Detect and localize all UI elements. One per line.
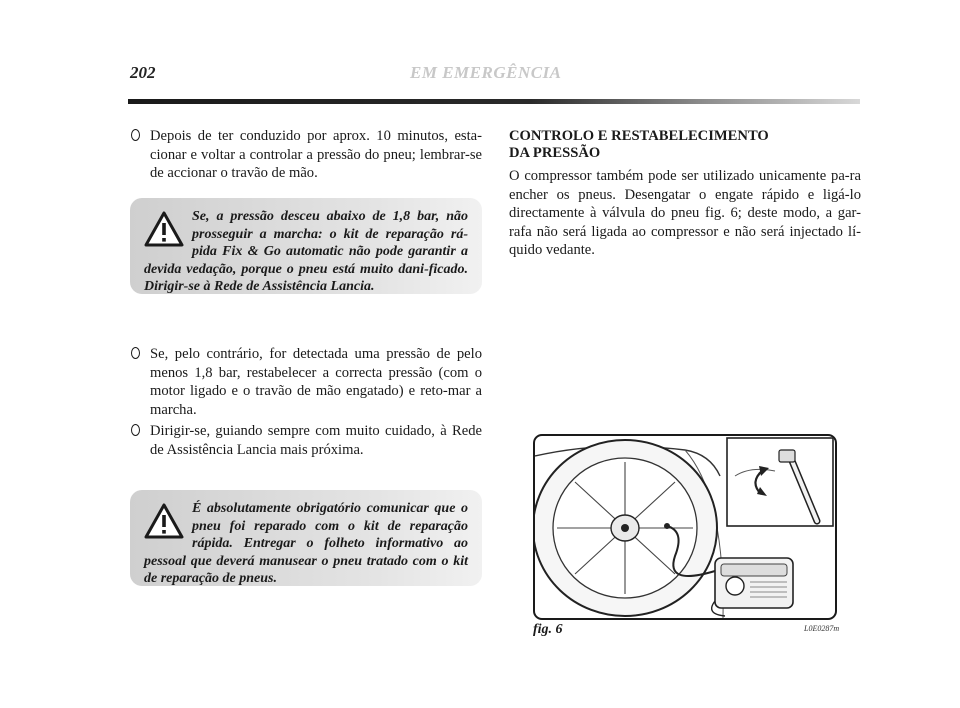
- bullet-text: Se, pelo contrário, for detectada uma pressão de pelo menos 1,8 bar, restabelecer a correcta pressão (com o motor ligado e o travão de mão engatado) e reto-mar a marcha.: [150, 346, 482, 418]
- body-paragraph: O compressor também pode ser utilizado unicamente pa-ra encher os pneus. Desengatar o engate rápido e ligá-lo directamente à válvula do pneu fig. 6; deste modo, a gar-rafa não será ligada ao compressor e não será injectado lí-quido vedante.: [509, 168, 861, 258]
- warning-text: É absolutamente obrigatório comunicar que o pneu foi reparado com o kit de reparação rápida. Entregar o folheto informativo ao pessoal que deverá manusear o pneu tratado com o kit de reparação de pneus.: [144, 501, 468, 586]
- header-rule: [128, 99, 860, 104]
- warning-triangle-icon: [144, 502, 184, 540]
- bullet-block-1: [130, 127, 482, 183]
- figure-caption: fig. 6: [533, 622, 563, 637]
- warning-triangle-icon: [144, 210, 184, 248]
- list-item: [130, 345, 482, 419]
- list-item: [130, 127, 482, 183]
- warning-text: Se, a pressão desceu abaixo de 1,8 bar, não prosseguir a marcha: o kit de reparação rá-pida Fix & Go automatic não pode garantir a devida vedação, porque o pneu está muito dani-ficado. Dirigir-se à Rede de Assistência Lancia.: [144, 209, 468, 294]
- heading-line-1: CONTROLO E RESTABELECIMENTO: [509, 128, 769, 144]
- hollow-circle-bullet-icon: [131, 129, 140, 141]
- running-head: EM EMERGÊNCIA: [410, 63, 562, 82]
- bullet-block-2: [130, 345, 482, 459]
- figure-compressor-illustration: [533, 434, 837, 620]
- warning-box-repair-notice: [130, 490, 482, 586]
- tyre-compressor-drawing: [535, 436, 835, 618]
- bullet-text: Dirigir-se, guiando sempre com muito cuidado, à Rede de Assistência Lancia mais próxima.: [150, 423, 482, 458]
- page-number: 202: [130, 63, 156, 82]
- bullet-text: Depois de ter conduzido por aprox. 10 minutos, esta-cionar e voltar a controlar a pressão do pneu; lembrar-se de accionar o travão de mão.: [150, 128, 482, 181]
- hollow-circle-bullet-icon: [131, 347, 140, 359]
- hollow-circle-bullet-icon: [131, 424, 140, 436]
- section-heading: [509, 128, 859, 162]
- warning-box-pressure: [130, 198, 482, 294]
- list-item: [130, 422, 482, 459]
- heading-line-2: DA PRESSÃO: [509, 145, 601, 161]
- figure-code: L0E0287m: [804, 624, 840, 633]
